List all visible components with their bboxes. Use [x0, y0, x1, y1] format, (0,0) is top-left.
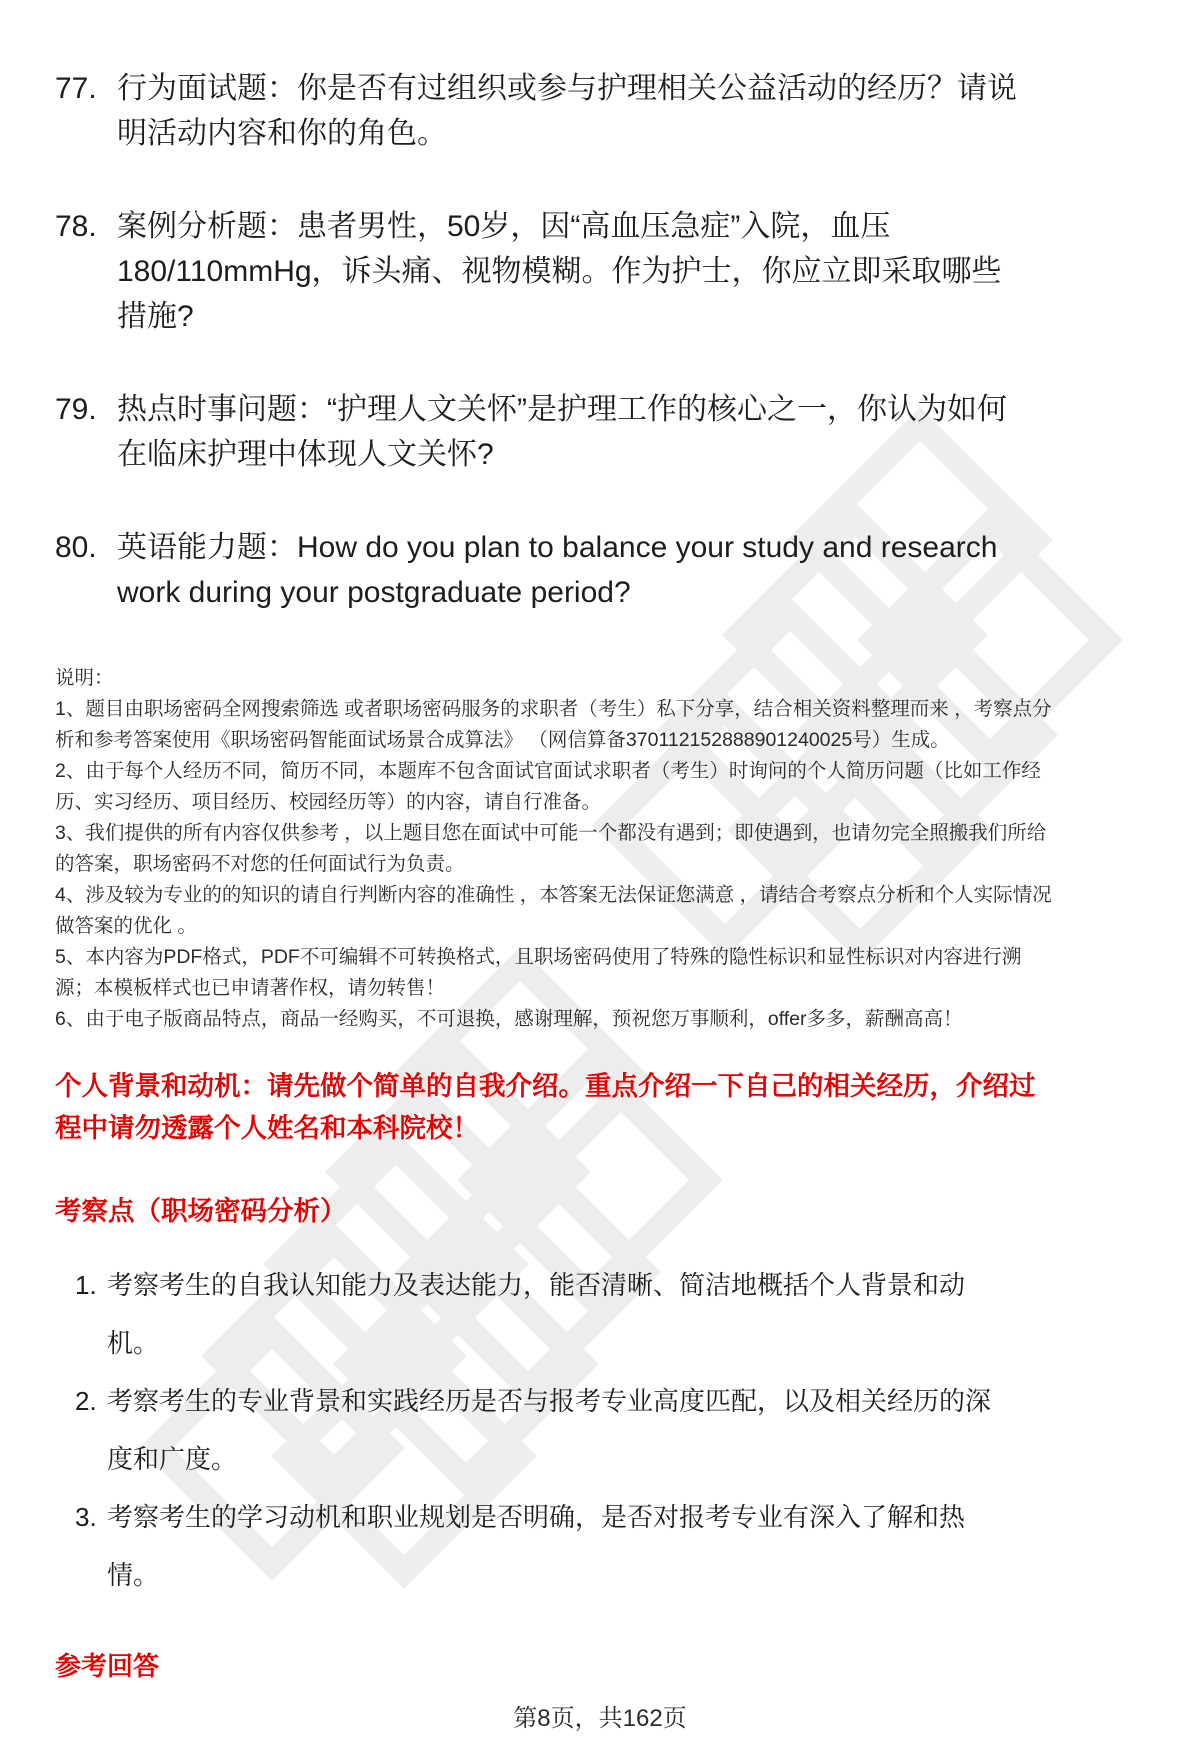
question-item: [55, 387, 1017, 477]
question-number: 79.: [55, 393, 97, 426]
highlight-paragraph: 个人背景和动机：请先做个简单的自我介绍。重点介绍一下自己的相关经历，介绍过程中请勿透露个人姓名和本科院校！: [55, 1071, 1036, 1143]
question-item: [55, 66, 1017, 156]
analysis-item-number: 3.: [75, 1502, 97, 1532]
note-item: 1、题目由职场密码全网搜索筛选 或者职场密码服务的求职者（考生）私下分享，结合相关资料整理而来 ，考察点分析和参考答案使用《职场密码智能面试场景合成算法》 （网信算备370112152888901240025号）生成。: [55, 698, 1052, 751]
question-number: 77.: [55, 72, 97, 105]
note-item: 5、本内容为PDF格式，PDF不可编辑不可转换格式，且职场密码使用了特殊的隐性标识和显性标识对内容进行溯源；本模板样式也已申请著作权，请勿转售！: [55, 946, 1022, 999]
question-text: 行为面试题：你是否有过组织或参与护理相关公益活动的经历？请说明活动内容和你的角色。: [117, 72, 1017, 150]
question-item: [55, 204, 1017, 339]
question-text: 案例分析题：患者男性，50岁，因“高血压急症”入院，血压180/110mmHg，诉头痛、视物模糊。作为护士，你应立即采取哪些措施?: [117, 210, 1002, 333]
question-item: [55, 525, 1017, 615]
question-text: 热点时事问题：“护理人文关怀”是护理工作的核心之一，你认为如何在临床护理中体现人文关怀?: [117, 393, 1007, 471]
analysis-item-text: 考察考生的学习动机和职业规划是否明确，是否对报考专业有深入了解和热情。: [107, 1502, 966, 1590]
note-item: 6、由于电子版商品特点，商品一经购买，不可退换，感谢理解，预祝您万事顺利，offer多多，薪酬高高！: [55, 1008, 963, 1030]
note-item: 3、我们提供的所有内容仅供参考 ，以上题目您在面试中可能一个都没有遇到；即使遇到，也请勿完全照搬我们所给的答案，职场密码不对您的任何面试行为负责。: [55, 822, 1047, 875]
analysis-item-number: 2.: [75, 1386, 97, 1416]
question-number: 80.: [55, 531, 97, 564]
analysis-item: [55, 1488, 995, 1604]
note-item: 4、涉及较为专业的的知识的请自行判断内容的准确性 ，本答案无法保证您满意 ，请结合考察点分析和个人实际情况做答案的优化 。: [55, 884, 1052, 937]
analysis-item: [55, 1256, 995, 1372]
answer-heading: 参考回答: [55, 1651, 160, 1681]
analysis-item-number: 1.: [75, 1270, 97, 1300]
analysis-item-text: 考察考生的专业背景和实践经历是否与报考专业高度匹配，以及相关经历的深度和广度。: [107, 1386, 992, 1474]
analysis-item-text: 考察考生的自我认知能力及表达能力，能否清晰、简洁地概括个人背景和动机。: [107, 1270, 966, 1358]
page-footer: 第8页，共162页: [513, 1705, 687, 1732]
note-item: 2、由于每个人经历不同，简历不同，本题库不包含面试官面试求职者（考生）时询问的个人简历问题（比如工作经历、实习经历、项目经历、校园经历等）的内容，请自行准备。: [55, 760, 1041, 813]
analysis-list: [55, 1256, 995, 1604]
analysis-heading: 考察点（职场密码分析）: [55, 1196, 347, 1226]
analysis-item: [55, 1372, 995, 1488]
notes-section: [55, 663, 1060, 1035]
question-number: 78.: [55, 210, 97, 243]
question-list: [55, 66, 1145, 615]
notes-title: 说明：: [55, 667, 114, 689]
question-text: 英语能力题：How do you plan to balance your study and research work during your postgraduate period?: [117, 531, 998, 609]
